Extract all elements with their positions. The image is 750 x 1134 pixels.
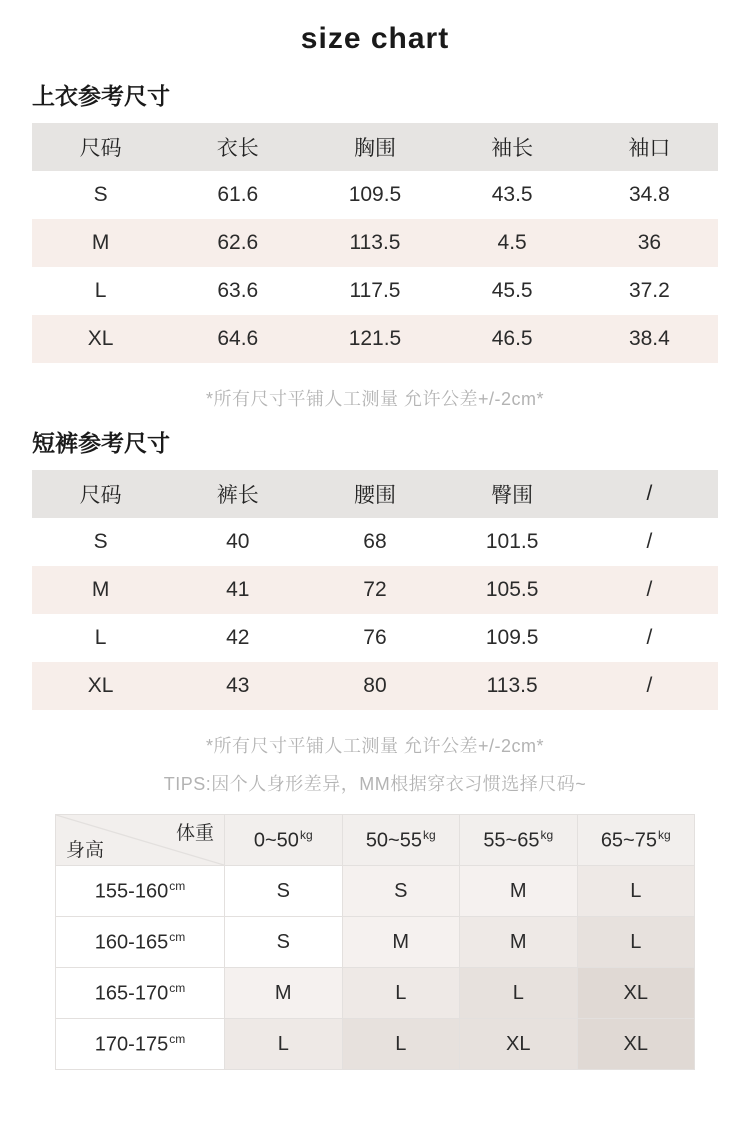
column-header-sleeve-length: 袖长 bbox=[491, 137, 534, 160]
column-header-bust: 胸围 bbox=[353, 137, 396, 160]
shorts-section-heading: 短裤参考尺寸 bbox=[32, 430, 170, 456]
matrix-corner-cell bbox=[56, 815, 225, 866]
matrix-height-cell bbox=[56, 917, 225, 968]
top-size-table-head bbox=[32, 123, 718, 171]
cell-empty: / bbox=[646, 674, 653, 697]
matrix-size-cell: L bbox=[577, 917, 695, 968]
cell-sleeve-length: 45.5 bbox=[491, 279, 533, 302]
cell-size: M bbox=[91, 231, 110, 254]
matrix-size-cell: M bbox=[342, 917, 460, 968]
matrix-height-cell bbox=[56, 866, 225, 917]
matrix-weight-label: 体重 bbox=[175, 823, 214, 844]
cell-sleeve-length: 43.5 bbox=[491, 183, 533, 206]
table-row bbox=[32, 219, 718, 267]
cell-hip: 101.5 bbox=[485, 530, 539, 553]
weight-range-1: 0~50 bbox=[253, 829, 299, 852]
matrix-size-cell: M bbox=[460, 866, 578, 917]
cell-length: 61.6 bbox=[217, 183, 259, 206]
cell-sleeve-length: 4.5 bbox=[497, 231, 527, 254]
cell-size: S bbox=[93, 530, 108, 553]
size-recommendation-matrix-wrap bbox=[55, 814, 695, 1070]
cell-cuff: 34.8 bbox=[628, 183, 670, 206]
matrix-row bbox=[56, 968, 695, 1019]
cell-cuff: 36 bbox=[637, 231, 662, 254]
cell-cuff: 37.2 bbox=[628, 279, 670, 302]
cell-size: XL bbox=[87, 674, 114, 697]
matrix-size-cell: XL bbox=[577, 1019, 695, 1070]
height-unit-4: cm bbox=[169, 1031, 186, 1046]
matrix-weight-col-1 bbox=[225, 815, 343, 866]
table-row bbox=[32, 614, 718, 662]
matrix-height-cell bbox=[56, 968, 225, 1019]
matrix-size-cell: M bbox=[460, 917, 578, 968]
matrix-weight-col-3 bbox=[460, 815, 578, 866]
cell-pant-length: 41 bbox=[226, 578, 250, 601]
top-size-table bbox=[32, 123, 718, 363]
table-header-row bbox=[32, 123, 718, 171]
matrix-size-cell: M bbox=[225, 968, 343, 1019]
column-header-cuff: 袖口 bbox=[628, 137, 671, 160]
table-row bbox=[32, 171, 718, 219]
shorts-size-table-body bbox=[32, 518, 718, 710]
top-section-heading: 上衣参考尺寸 bbox=[32, 83, 170, 109]
matrix-body bbox=[56, 866, 695, 1070]
matrix-size-cell: S bbox=[225, 917, 343, 968]
cell-size: L bbox=[94, 279, 107, 302]
matrix-size-cell: L bbox=[342, 1019, 460, 1070]
table-header-row bbox=[32, 470, 718, 518]
cell-bust: 121.5 bbox=[348, 327, 402, 350]
matrix-header-row bbox=[56, 815, 695, 866]
matrix-head bbox=[56, 815, 695, 866]
top-section-note: *所有尺寸平铺人工测量 允许公差+/-2cm* bbox=[205, 389, 545, 409]
cell-length: 64.6 bbox=[217, 327, 259, 350]
cell-waist: 68 bbox=[363, 530, 387, 553]
cell-pant-length: 43 bbox=[226, 674, 250, 697]
column-header-size: 尺码 bbox=[79, 484, 122, 507]
weight-unit-2: kg bbox=[422, 827, 436, 842]
shorts-size-table-head bbox=[32, 470, 718, 518]
column-header-hip: 臀围 bbox=[491, 484, 534, 507]
column-header-waist: 腰围 bbox=[353, 484, 396, 507]
cell-size: M bbox=[91, 578, 110, 601]
cell-size: S bbox=[93, 183, 108, 206]
column-header-empty: / bbox=[646, 482, 653, 505]
table-row bbox=[32, 267, 718, 315]
weight-range-4: 65~75 bbox=[600, 829, 657, 852]
matrix-size-cell: L bbox=[342, 968, 460, 1019]
cell-pant-length: 42 bbox=[226, 626, 250, 649]
cell-size: XL bbox=[87, 327, 114, 350]
cell-bust: 117.5 bbox=[349, 279, 401, 302]
column-header-pant-length: 裤长 bbox=[216, 484, 259, 507]
matrix-row bbox=[56, 866, 695, 917]
matrix-row bbox=[56, 917, 695, 968]
shorts-size-table bbox=[32, 470, 718, 710]
matrix-weight-col-4 bbox=[577, 815, 695, 866]
cell-hip: 105.5 bbox=[485, 578, 539, 601]
matrix-size-cell: L bbox=[225, 1019, 343, 1070]
shorts-section-tips: TIPS:因个人身形差异，MM根据穿衣习惯选择尺码~ bbox=[163, 774, 587, 794]
height-range-3: 165-170 bbox=[94, 982, 169, 1005]
cell-hip: 109.5 bbox=[485, 626, 539, 649]
cell-empty: / bbox=[646, 626, 653, 649]
column-header-size: 尺码 bbox=[79, 137, 122, 160]
matrix-size-cell: S bbox=[342, 866, 460, 917]
cell-cuff: 38.4 bbox=[628, 327, 670, 350]
shorts-section-note: *所有尺寸平铺人工测量 允许公差+/-2cm* bbox=[205, 736, 545, 756]
cell-empty: / bbox=[646, 578, 653, 601]
cell-pant-length: 40 bbox=[226, 530, 250, 553]
table-row bbox=[32, 315, 718, 363]
table-row bbox=[32, 518, 718, 566]
size-recommendation-matrix bbox=[55, 814, 695, 1070]
matrix-height-label: 身高 bbox=[66, 840, 105, 861]
cell-hip: 113.5 bbox=[486, 674, 538, 697]
cell-length: 62.6 bbox=[217, 231, 259, 254]
column-header-length: 衣长 bbox=[216, 137, 259, 160]
cell-waist: 76 bbox=[363, 626, 387, 649]
weight-unit-4: kg bbox=[657, 827, 671, 842]
top-size-table-body bbox=[32, 171, 718, 363]
bottom-spacer bbox=[0, 1070, 750, 1080]
cell-length: 63.6 bbox=[217, 279, 259, 302]
matrix-weight-col-2 bbox=[342, 815, 460, 866]
cell-size: L bbox=[94, 626, 107, 649]
page-title: size chart bbox=[300, 22, 450, 55]
matrix-size-cell: L bbox=[460, 968, 578, 1019]
cell-empty: / bbox=[646, 530, 653, 553]
height-range-1: 155-160 bbox=[94, 880, 169, 903]
matrix-size-cell: L bbox=[577, 866, 695, 917]
height-unit-2: cm bbox=[169, 929, 186, 944]
height-range-2: 160-165 bbox=[94, 931, 169, 954]
matrix-height-cell bbox=[56, 1019, 225, 1070]
cell-waist: 80 bbox=[363, 674, 387, 697]
cell-waist: 72 bbox=[363, 578, 387, 601]
matrix-size-cell: XL bbox=[460, 1019, 578, 1070]
weight-unit-1: kg bbox=[299, 827, 313, 842]
weight-range-3: 55~65 bbox=[483, 829, 540, 852]
cell-bust: 113.5 bbox=[349, 231, 401, 254]
matrix-row bbox=[56, 1019, 695, 1070]
weight-range-2: 50~55 bbox=[365, 829, 422, 852]
height-range-4: 170-175 bbox=[94, 1033, 169, 1056]
height-unit-1: cm bbox=[169, 878, 186, 893]
table-row bbox=[32, 662, 718, 710]
matrix-size-cell: S bbox=[225, 866, 343, 917]
height-unit-3: cm bbox=[169, 980, 186, 995]
cell-sleeve-length: 46.5 bbox=[491, 327, 533, 350]
table-row bbox=[32, 566, 718, 614]
cell-bust: 109.5 bbox=[348, 183, 402, 206]
weight-unit-3: kg bbox=[540, 827, 554, 842]
matrix-size-cell: XL bbox=[577, 968, 695, 1019]
